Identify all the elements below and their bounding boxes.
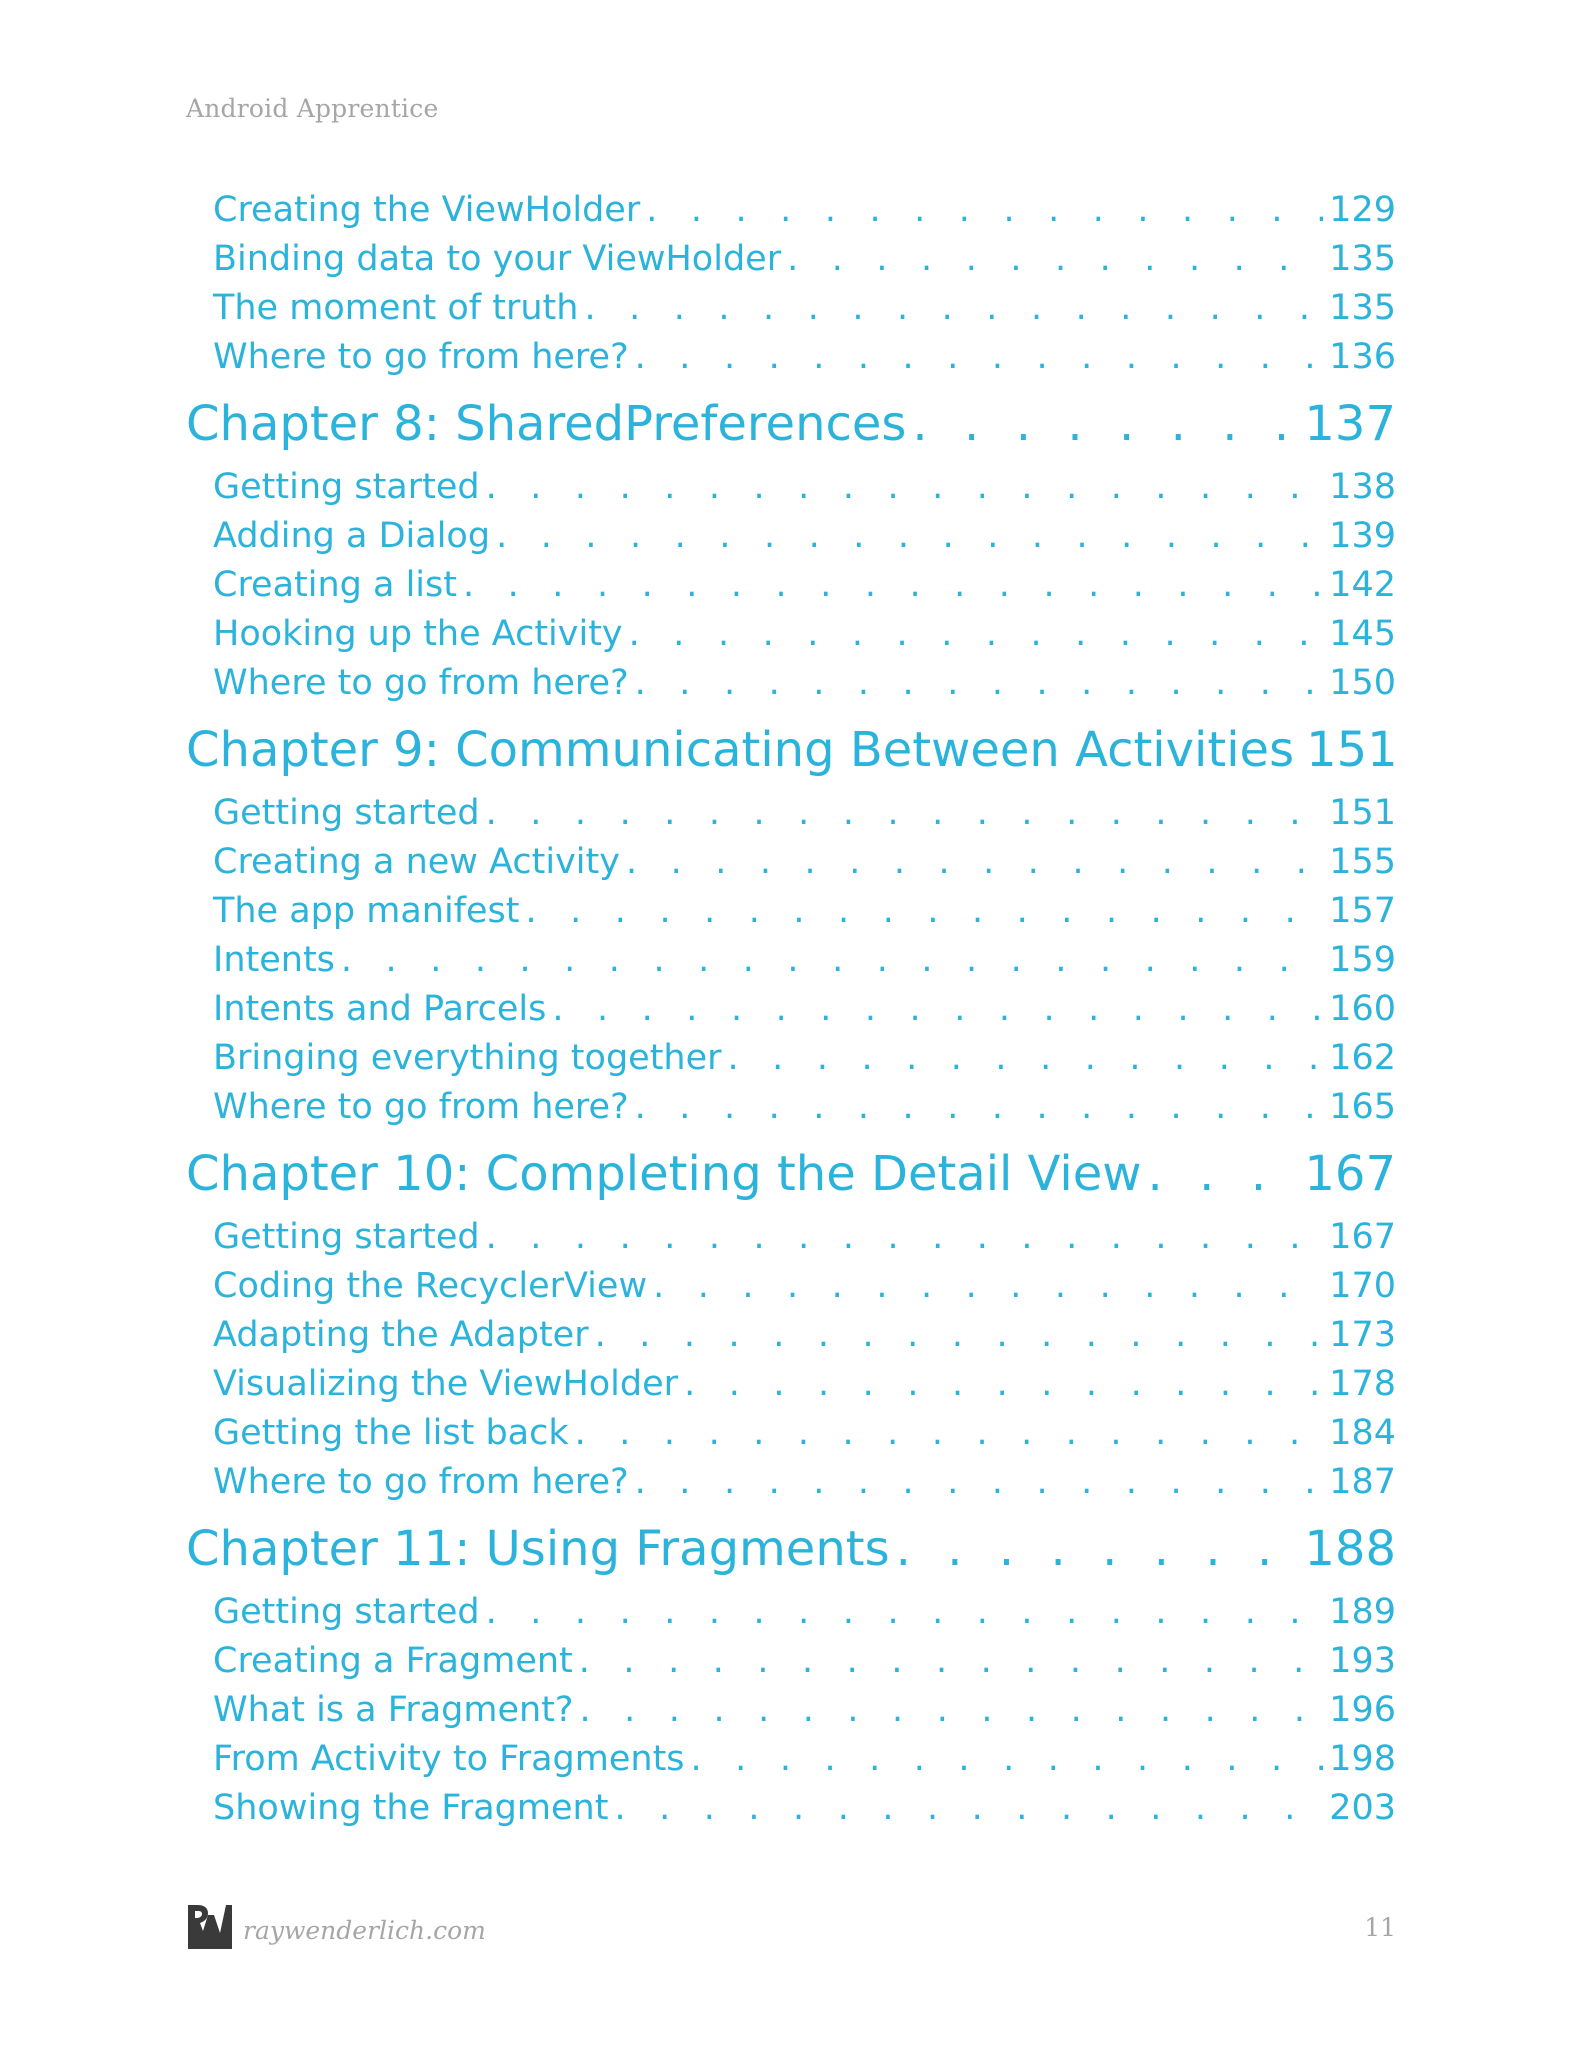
toc-entry-page: 165: [1329, 1087, 1396, 1127]
toc-entry-title: The app manifest: [213, 891, 520, 931]
toc-dot-leader: [635, 1083, 1324, 1132]
toc-entry-page: 157: [1329, 891, 1396, 931]
toc-chapter-entry[interactable]: [186, 385, 1396, 463]
toc-dot-leader: [496, 512, 1323, 561]
toc-entry-title: Creating the ViewHolder: [213, 190, 641, 230]
toc-entry-title: Creating a Fragment: [213, 1641, 573, 1681]
toc-entry-title: Bringing everything together: [213, 1038, 722, 1078]
toc-entry-page: 151: [1329, 793, 1396, 833]
toc-entry[interactable]: [186, 235, 1396, 284]
toc-entry-page: 198: [1329, 1739, 1396, 1779]
toc-chapter-entry[interactable]: [186, 1135, 1396, 1213]
toc-dot-leader: [787, 235, 1323, 284]
toc-entry-title: Getting the list back: [213, 1413, 569, 1453]
toc-entry[interactable]: [186, 1588, 1396, 1637]
toc-dot-leader: [629, 610, 1324, 659]
table-of-contents: [186, 186, 1396, 1833]
toc-entry-page: 138: [1329, 467, 1396, 507]
raywenderlich-logo-icon: [186, 1903, 232, 1949]
toc-entry-page: 184: [1329, 1413, 1396, 1453]
toc-entry-title: From Activity to Fragments: [213, 1739, 685, 1779]
toc-entry[interactable]: [186, 1213, 1396, 1262]
toc-chapter-title: Chapter 8: SharedPreferences: [186, 396, 907, 452]
toc-entry-page: 135: [1329, 239, 1396, 279]
toc-dot-leader: [580, 1686, 1324, 1735]
toc-chapter-page: 188: [1304, 1521, 1396, 1577]
toc-entry[interactable]: [186, 284, 1396, 333]
toc-dot-leader: [728, 1034, 1324, 1083]
toc-entry[interactable]: [186, 512, 1396, 561]
toc-entry-page: 129: [1329, 190, 1396, 230]
toc-entry[interactable]: [186, 1083, 1396, 1132]
toc-entry-page: 167: [1329, 1217, 1396, 1257]
toc-dot-leader: [341, 936, 1323, 985]
toc-dot-leader: [626, 838, 1323, 887]
toc-chapter-page: 167: [1304, 1146, 1396, 1202]
footer-site-name: raywenderlich.com: [243, 1916, 486, 1945]
toc-entry-title: Showing the Fragment: [213, 1788, 609, 1828]
toc-entry-page: 135: [1329, 288, 1396, 328]
toc-entry-page: 162: [1329, 1038, 1396, 1078]
toc-entry[interactable]: [186, 333, 1396, 382]
toc-entry[interactable]: [186, 1784, 1396, 1833]
toc-entry[interactable]: [186, 186, 1396, 235]
toc-entry-title: Hooking up the Activity: [213, 614, 623, 654]
toc-entry[interactable]: [186, 1686, 1396, 1735]
toc-entry-page: 160: [1329, 989, 1396, 1029]
toc-dot-leader: [614, 1784, 1323, 1833]
toc-entry-title: What is a Fragment?: [213, 1690, 574, 1730]
toc-entry-page: 142: [1329, 565, 1396, 605]
toc-dot-leader: [552, 985, 1323, 1034]
toc-entry[interactable]: [186, 887, 1396, 936]
toc-entry-title: Getting started: [213, 467, 480, 507]
toc-entry-title: Adding a Dialog: [213, 516, 491, 556]
toc-entry-title: Binding data to your ViewHolder: [213, 239, 782, 279]
toc-dot-leader: [684, 1360, 1323, 1409]
toc-dot-leader: [896, 1510, 1299, 1588]
toc-entry-title: Adapting the Adapter: [213, 1315, 589, 1355]
toc-entry[interactable]: [186, 463, 1396, 512]
toc-dot-leader: [579, 1637, 1323, 1686]
toc-dot-leader: [635, 659, 1324, 708]
toc-dot-leader: [463, 561, 1323, 610]
toc-entry-page: 159: [1329, 940, 1396, 980]
toc-dot-leader: [486, 1213, 1324, 1262]
toc-chapter-page: 137: [1304, 396, 1396, 452]
toc-dot-leader: [635, 333, 1324, 382]
toc-entry-title: Visualizing the ViewHolder: [213, 1364, 679, 1404]
toc-entry-title: Intents and Parcels: [213, 989, 547, 1029]
toc-entry[interactable]: [186, 1311, 1396, 1360]
toc-dot-leader: [635, 1458, 1324, 1507]
toc-dot-leader: [912, 385, 1298, 463]
toc-entry-title: Where to go from here?: [213, 1462, 629, 1502]
toc-dot-leader: [691, 1735, 1324, 1784]
toc-entry[interactable]: [186, 659, 1396, 708]
toc-entry-page: 155: [1329, 842, 1396, 882]
toc-entry-page: 203: [1329, 1788, 1396, 1828]
toc-entry[interactable]: [186, 838, 1396, 887]
toc-dot-leader: [595, 1311, 1324, 1360]
toc-entry-title: Coding the RecyclerView: [213, 1266, 648, 1306]
toc-entry-page: 178: [1329, 1364, 1396, 1404]
toc-entry[interactable]: [186, 1637, 1396, 1686]
toc-dot-leader: [653, 1262, 1323, 1311]
toc-dot-leader: [486, 789, 1324, 838]
toc-chapter-page: 151: [1306, 722, 1398, 778]
toc-entry[interactable]: [186, 1034, 1396, 1083]
toc-entry-page: 173: [1329, 1315, 1396, 1355]
toc-entry-title: Where to go from here?: [213, 1087, 629, 1127]
toc-entry[interactable]: [186, 1360, 1396, 1409]
toc-entry-page: 139: [1329, 516, 1396, 556]
toc-chapter-title: Chapter 10: Completing the Detail View: [186, 1146, 1142, 1202]
toc-chapter-entry[interactable]: [186, 711, 1396, 789]
toc-dot-leader: [575, 1409, 1324, 1458]
toc-entry[interactable]: [186, 936, 1396, 985]
toc-entry[interactable]: [186, 1409, 1396, 1458]
toc-entry[interactable]: [186, 610, 1396, 659]
toc-dot-leader: [1148, 1135, 1299, 1213]
toc-entry[interactable]: [186, 789, 1396, 838]
toc-dot-leader: [486, 463, 1324, 512]
toc-chapter-entry[interactable]: [186, 1510, 1396, 1588]
toc-entry[interactable]: [186, 985, 1396, 1034]
toc-dot-leader: [584, 284, 1323, 333]
toc-entry-title: Where to go from here?: [213, 337, 629, 377]
toc-entry-page: 189: [1329, 1592, 1396, 1632]
toc-entry-title: Creating a list: [213, 565, 457, 605]
toc-entry[interactable]: [186, 1458, 1396, 1507]
toc-entry-title: Where to go from here?: [213, 663, 629, 703]
toc-entry-page: 187: [1329, 1462, 1396, 1502]
toc-entry-title: The moment of truth: [213, 288, 579, 328]
toc-entry-title: Intents: [213, 940, 335, 980]
toc-entry[interactable]: [186, 1735, 1396, 1784]
page-number: 11: [1364, 1913, 1396, 1942]
toc-dot-leader: [646, 186, 1323, 235]
toc-entry-page: 150: [1329, 663, 1396, 703]
toc-dot-leader: [526, 887, 1324, 936]
toc-chapter-title: Chapter 11: Using Fragments: [186, 1521, 890, 1577]
toc-entry-title: Getting started: [213, 793, 480, 833]
toc-entry-page: 170: [1329, 1266, 1396, 1306]
toc-chapter-title: Chapter 9: Communicating Between Activities: [186, 722, 1295, 778]
toc-entry[interactable]: [186, 561, 1396, 610]
toc-dot-leader: [486, 1588, 1324, 1637]
toc-entry-title: Getting started: [213, 1592, 480, 1632]
toc-entry-page: 145: [1329, 614, 1396, 654]
toc-entry-page: 196: [1329, 1690, 1396, 1730]
toc-entry-page: 193: [1329, 1641, 1396, 1681]
toc-entry[interactable]: [186, 1262, 1396, 1311]
toc-entry-title: Getting started: [213, 1217, 480, 1257]
toc-entry-title: Creating a new Activity: [213, 842, 620, 882]
toc-entry-page: 136: [1329, 337, 1396, 377]
running-header: Android Apprentice: [186, 94, 439, 123]
